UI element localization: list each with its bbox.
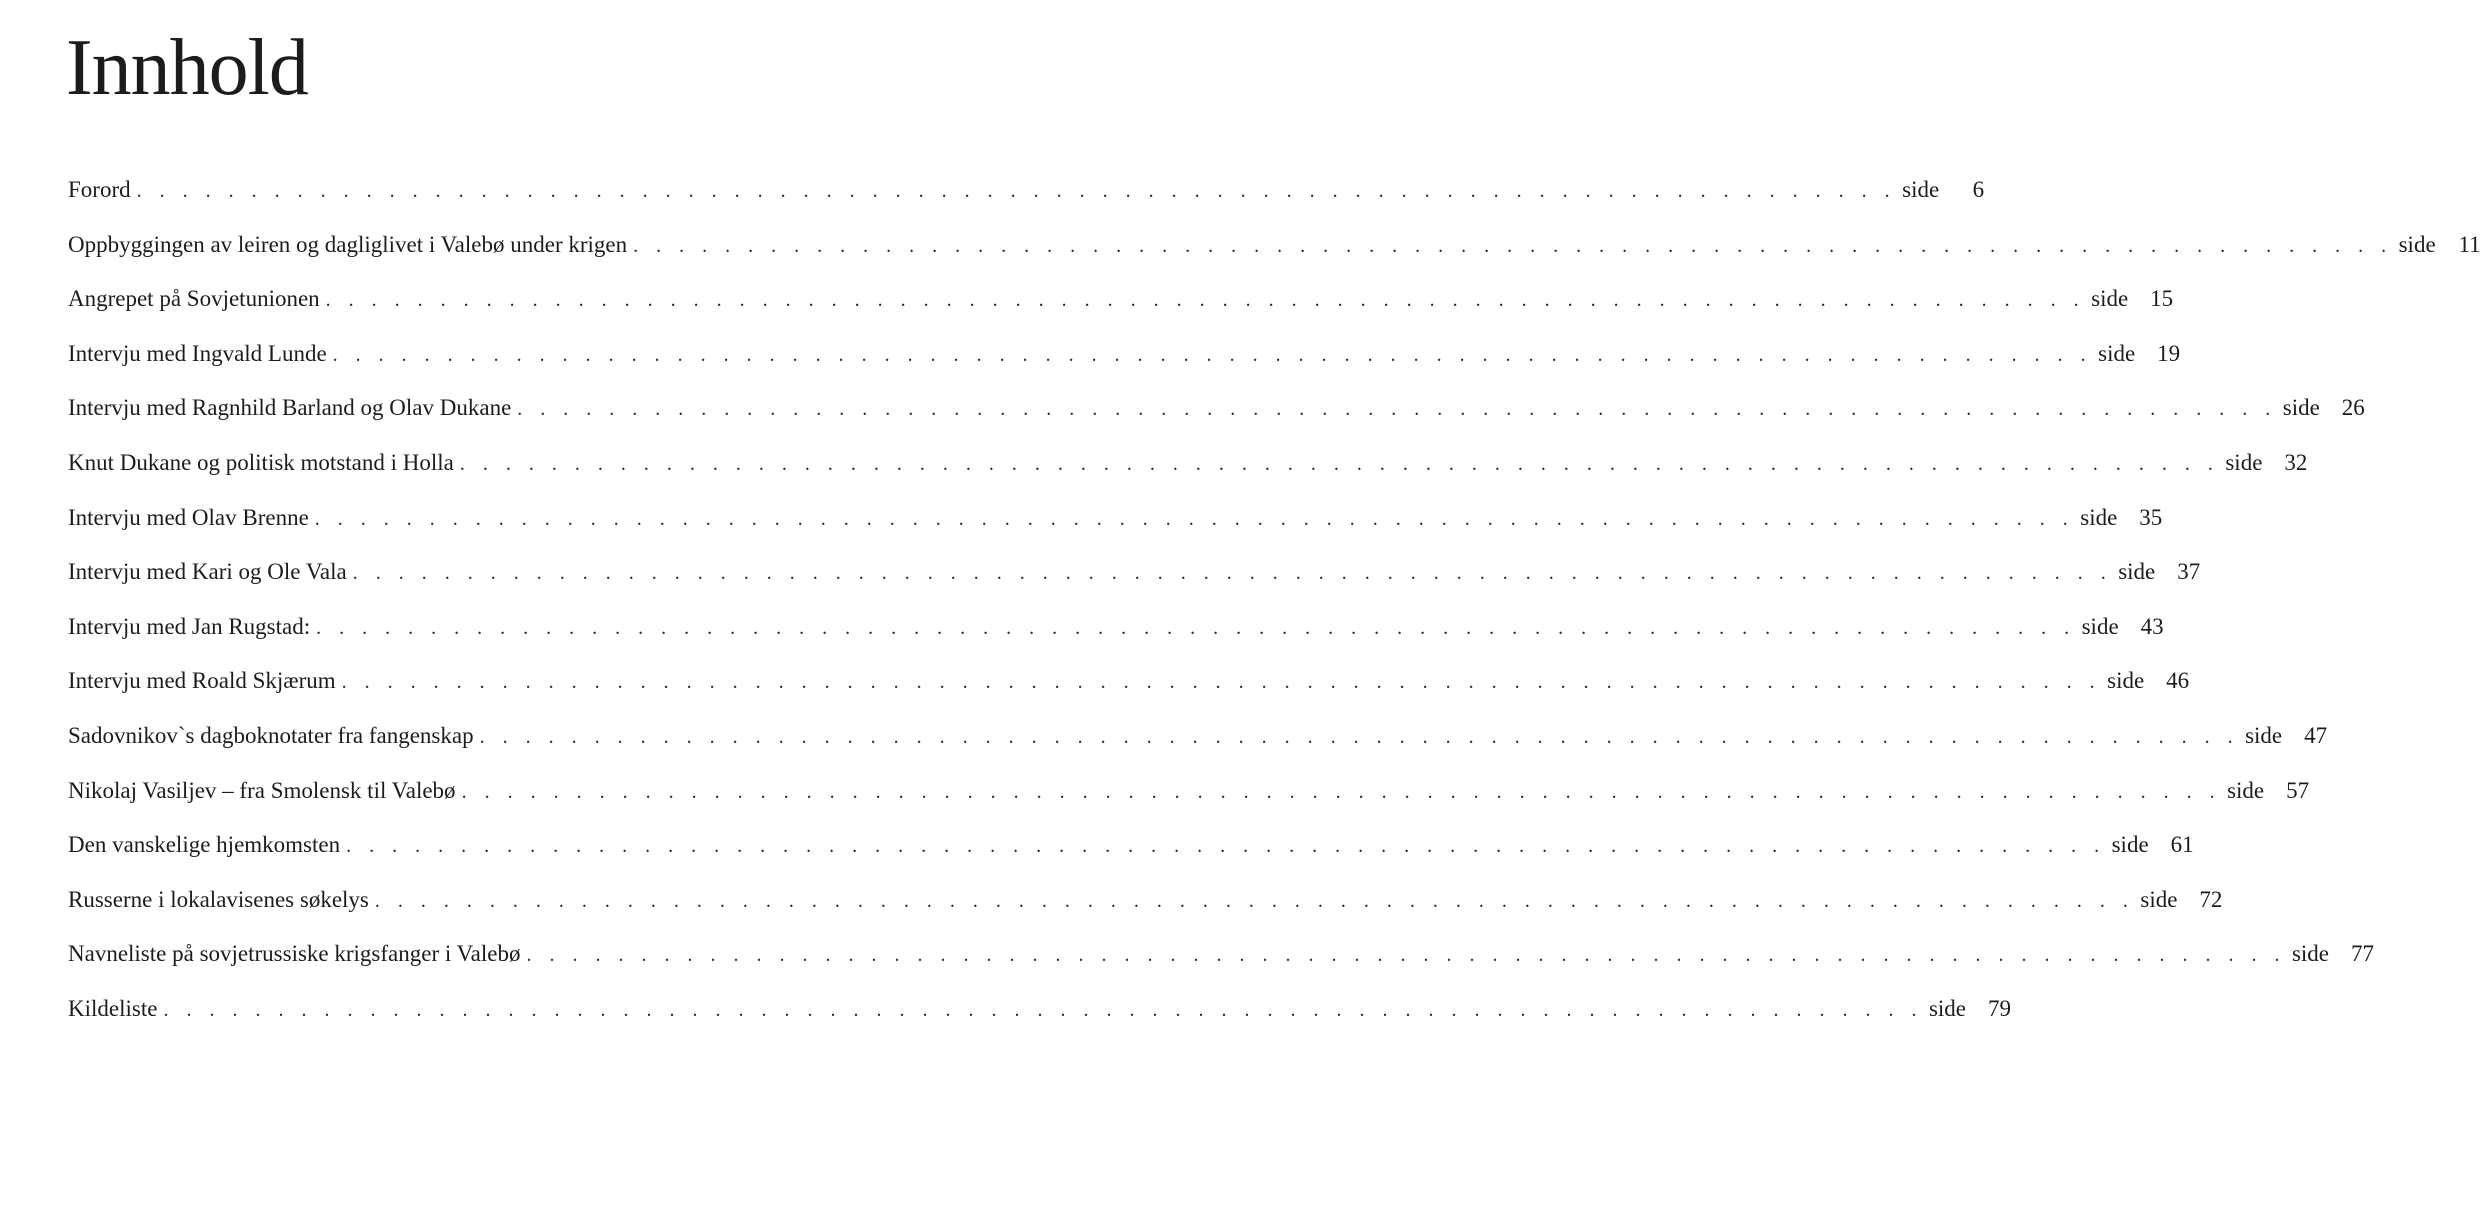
toc-dot-leader: . . . . . . . . . . . . . . . . . . . . . . . . . . . . . . . . . . . . . . . . . . . . . . . . . . . . . . . . . . . . . . . . . . . . . . . . . . . . . [163, 998, 1923, 1021]
toc-dot-leader: . . . . . . . . . . . . . . . . . . . . . . . . . . . . . . . . . . . . . . . . . . . . . . . . . . . . . . . . . . . . . . . . . . . . . . . . . . . . . [479, 725, 2240, 748]
toc-dot-leader: . . . . . . . . . . . . . . . . . . . . . . . . . . . . . . . . . . . . . . . . . . . . . . . . . . . . . . . . . . . . . . . . . . . . . . . . . . . . . [633, 234, 2393, 257]
toc-page-prefix: side [2291, 941, 2330, 967]
toc-page-prefix: side [2081, 613, 2119, 639]
toc-row [68, 286, 2174, 342]
toc-page-prefix: side [2091, 286, 2129, 312]
toc-page-number: 37 [2177, 559, 2201, 585]
toc-dot-leader: . . . . . . . . . . . . . . . . . . . . . . . . . . . . . . . . . . . . . . . . . . . . . . . . . . . . . . . . . . . . . . . . . . . . . . . . . . . . . [461, 780, 2222, 803]
toc-page-prefix: side [2245, 722, 2283, 748]
toc-entry-title: Intervju med Kari og Ole Vala [68, 559, 347, 585]
toc-dot-leader: . . . . . . . . . . . . . . . . . . . . . . . . . . . . . . . . . . . . . . . . . . . . . . . . . . . . . . . . . . . . . . . . . . . . . . . . . . . . . [341, 671, 2102, 694]
toc-page-prefix: side [2398, 231, 2436, 257]
toc-page-number: 26 [2341, 395, 2365, 421]
toc-row [68, 340, 2181, 397]
toc-page-prefix: side [2227, 777, 2265, 803]
toc-entry-title: Nikolaj Vasiljev – fra Smolensk til Valebø [68, 777, 456, 803]
toc-page-prefix: side [2107, 668, 2145, 694]
toc-dot-leader: . . . . . . . . . . . . . . . . . . . . . . . . . . . . . . . . . . . . . . . . . . . . . . . . . . . . . . . . . . . . . . . . . . . . . . . . . . . . . [325, 289, 2086, 312]
toc-entry-title: Den vanskelige hjemkomsten [68, 832, 341, 858]
toc-row [68, 395, 2365, 451]
toc-dot-leader: . . . . . . . . . . . . . . . . . . . . . . . . . . . . . . . . . . . . . . . . . . . . . . . . . . . . . . . . . . . . . . . . . . . . . . . . . . . . . [332, 343, 2093, 366]
toc-entry-title: Kildeliste [68, 995, 158, 1021]
toc-entry-title: Intervju med Ragnhild Barland og Olav Dukane [68, 395, 512, 421]
toc-dot-leader: . . . . . . . . . . . . . . . . . . . . . . . . . . . . . . . . . . . . . . . . . . . . . . . . . . . . . . . . . . . . . . . . . . . . . . . . . . . . . [314, 507, 2075, 530]
toc-page-prefix: side [2118, 559, 2156, 585]
toc-row [68, 995, 2011, 1052]
toc-page-prefix: side [1902, 177, 1940, 202]
toc-entry-title: Angrepet på Sovjetunionen [68, 286, 320, 312]
toc-entry-title: Navneliste på sovjetrussiske krigsfanger i Valebø [68, 941, 521, 967]
toc-page-number: 47 [2304, 722, 2328, 748]
page-title: Innhold [66, 24, 308, 112]
toc-page-prefix: side [1928, 995, 1966, 1021]
toc-page-number: 6 [1972, 177, 1985, 202]
toc-dot-leader: . . . . . . . . . . . . . . . . . . . . . . . . . . . . . . . . . . . . . . . . . . . . . . . . . . . . . . . . . . . . . . . . . . . . . . . . . . . . . [526, 944, 2286, 967]
toc-dot-leader: . . . . . . . . . . . . . . . . . . . . . . . . . . . . . . . . . . . . . . . . . . . . . . . . . . . . . . . . . . . . . . . . . . . . . . . . . . . . . [459, 452, 2220, 475]
toc-entry-title: Intervju med Olav Brenne [68, 504, 309, 530]
toc-dot-leader: . . . . . . . . . . . . . . . . . . . . . . . . . . . . . . . . . . . . . . . . . . . . . . . . . . . . . . . . . . . . . . . . . . . . . . . . . . . . . [374, 889, 2135, 912]
toc-page-number: 11 [2458, 231, 2481, 257]
toc-row [68, 722, 2328, 779]
toc-row [68, 559, 2201, 615]
toc-page-prefix: side [2098, 340, 2136, 366]
toc-page-prefix: side [2111, 832, 2149, 858]
toc-row [68, 832, 2194, 888]
toc-dot-leader: . . . . . . . . . . . . . . . . . . . . . . . . . . . . . . . . . . . . . . . . . . . . . . . . . . . . . . . . . . . . . . . . . . . . . . . . . . . . . [517, 398, 2277, 421]
toc-page-number: 61 [2170, 832, 2194, 858]
toc-row [68, 668, 2190, 724]
toc-page-number: 77 [2350, 941, 2374, 967]
toc-page-prefix: side [2282, 395, 2320, 421]
toc-page-number: 15 [2150, 286, 2174, 312]
toc-entry-title: Intervju med Jan Rugstad: [68, 613, 311, 639]
toc-row [68, 777, 2310, 834]
toc-row [68, 231, 2481, 288]
toc-entry-title: Forord [68, 177, 131, 202]
toc-row [68, 941, 2374, 997]
toc-entry-title: Sadovnikov`s dagboknotater fra fangenskap [68, 722, 474, 748]
toc-entry-title: Knut Dukane og politisk motstand i Holla [68, 449, 454, 475]
toc-page-number: 79 [1987, 995, 2011, 1021]
table-of-contents [68, 177, 2481, 1052]
toc-row [68, 177, 1985, 233]
toc-page-number: 35 [2139, 504, 2163, 530]
toc-entry-title: Intervju med Roald Skjærum [68, 668, 336, 694]
toc-page-number: 43 [2140, 613, 2164, 639]
toc-page-prefix: side [2225, 449, 2263, 475]
toc-row [68, 886, 2223, 943]
toc-page-number: 57 [2286, 777, 2310, 803]
toc-row [68, 449, 2308, 506]
toc-page-prefix: side [2080, 504, 2118, 530]
toc-entry-title: Russerne i lokalavisenes søkelys [68, 886, 369, 912]
toc-row [68, 504, 2163, 561]
toc-page-prefix: side [2140, 886, 2178, 912]
toc-page-number: 46 [2166, 668, 2190, 694]
toc-dot-leader: . . . . . . . . . . . . . . . . . . . . . . . . . . . . . . . . . . . . . . . . . . . . . . . . . . . . . . . . . . . . . . . . . . . . . . . . . . . . . [316, 616, 2076, 639]
toc-dot-leader: . . . . . . . . . . . . . . . . . . . . . . . . . . . . . . . . . . . . . . . . . . . . . . . . . . . . . . . . . . . . . . . . . . . . . . . . . . . . . [136, 180, 1897, 202]
toc-page-number: 72 [2199, 886, 2223, 912]
toc-dot-leader: . . . . . . . . . . . . . . . . . . . . . . . . . . . . . . . . . . . . . . . . . . . . . . . . . . . . . . . . . . . . . . . . . . . . . . . . . . . . . [346, 835, 2106, 858]
toc-page-number: 19 [2157, 340, 2181, 366]
toc-dot-leader: . . . . . . . . . . . . . . . . . . . . . . . . . . . . . . . . . . . . . . . . . . . . . . . . . . . . . . . . . . . . . . . . . . . . . . . . . . . . . [352, 562, 2113, 585]
toc-row [68, 613, 2164, 670]
toc-page-number: 32 [2284, 449, 2308, 475]
toc-entry-title: Intervju med Ingvald Lunde [68, 340, 327, 366]
toc-entry-title: Oppbyggingen av leiren og dagliglivet i Valebø under krigen [68, 231, 628, 257]
